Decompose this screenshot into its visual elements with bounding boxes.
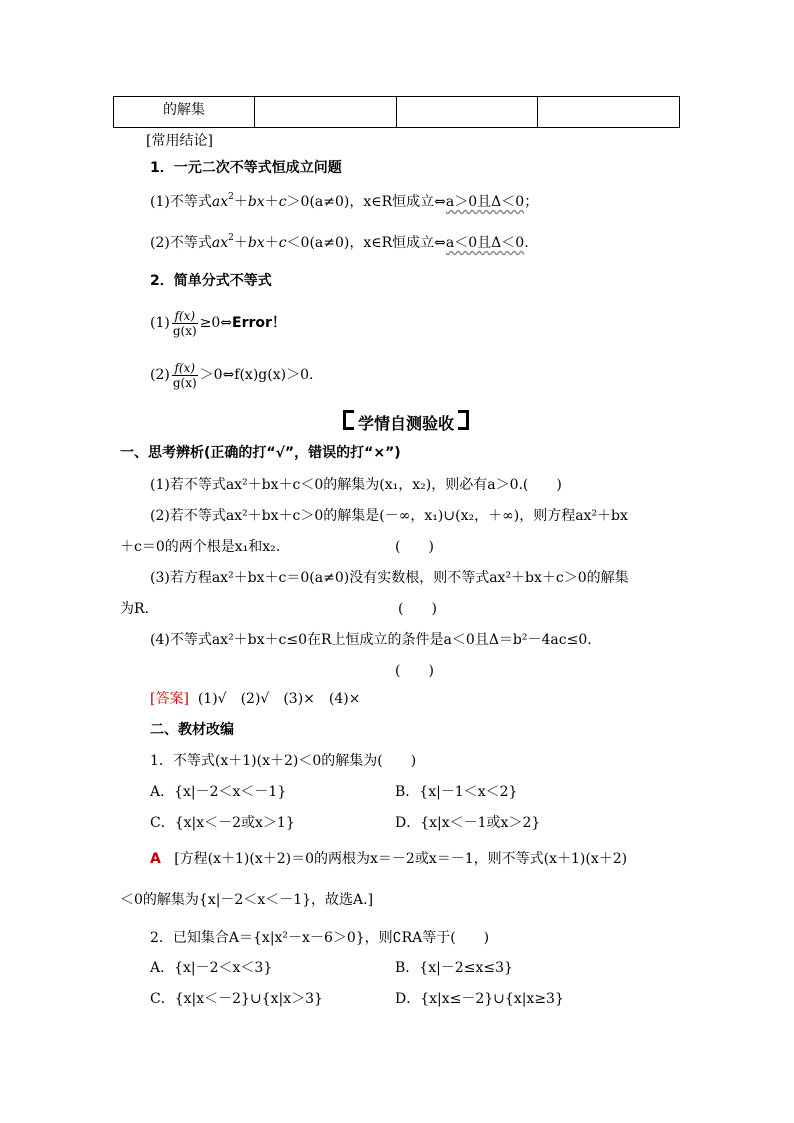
explanation-2: ＜0的解集为{x|－2＜x＜－1}，故选A.]	[120, 892, 374, 908]
answer-letter: A	[150, 851, 161, 867]
solution-set-table	[113, 96, 680, 128]
option-b: B．{x|－1＜x＜2}	[395, 784, 518, 800]
answer-paren: ( )	[395, 663, 434, 679]
right-bracket-icon	[458, 410, 469, 430]
common-conclusions-title: [常用结论]	[146, 133, 213, 149]
answer-paren: ( )	[398, 601, 437, 617]
fraction-inequality-1: (1) $\frac{f(x)}{g(x)}$ ≥0⇔Error！	[150, 308, 286, 338]
section-1-title: 1．一元二次不等式恒成立问题	[150, 160, 342, 176]
question-1-2b: ＋c＝0的两个根是x₁和x₂.	[120, 539, 281, 555]
fraction-inequality-2: (2) $\frac{f(x)}{g(x)}$ ＞0⇔f(x)g(x)＞0.	[150, 360, 314, 390]
option-d: D．{x|x＜－1或x＞2}	[395, 815, 541, 831]
option-c: C．{x|x＜－2}∪{x|x＞3}	[150, 991, 323, 1007]
answer-paren: ( )	[395, 539, 434, 555]
option-c: C．{x|x＜－2或x＞1}	[150, 815, 295, 831]
option-a: A．{x|－2＜x＜3}	[150, 960, 273, 976]
question-1-2a: (2)若不等式ax²＋bx＋c＞0的解集是(－∞，x₁)∪(x₂，＋∞)，则方程ax²＋bx	[150, 508, 628, 524]
question-1-3a: (3)若方程ax²＋bx＋c＝0(a≠0)没有实数根，则不等式ax²＋bx＋c＞0的解集	[150, 570, 629, 586]
fraction: $\frac{f(x)}{g(x)}$	[172, 360, 197, 390]
question-2-2: 2．已知集合A＝{x|x²－x－6＞0}，则∁RA等于( )	[150, 930, 490, 946]
question-2-1: 1．不等式(x＋1)(x＋2)＜0的解集为( )	[150, 753, 417, 769]
explanation-1: A [方程(x＋1)(x＋2)＝0的两根为x＝－2或x＝－1，则不等式(x＋1)(x＋2)	[150, 851, 628, 867]
conclusion-1-1: (1)不等式$ax^2+bx+c>0(a\ne 0)$，x∈R恒成立⇔a＞0且Δ＜0；	[150, 192, 539, 210]
conclusion-1-2: (2)不等式$ax^2+bx+c<0(a\ne 0)$，x∈R恒成立⇔a＜0且Δ＜0.	[150, 233, 529, 251]
question-1-3b: 为R.	[120, 601, 149, 617]
table-cell	[396, 97, 538, 128]
part1-title: 一、思考辨析(正确的打“√”，错误的打“×”)	[120, 445, 401, 461]
option-b: B．{x|－2≤x≤3}	[395, 960, 513, 976]
section-heading: 学情自测验收	[343, 410, 469, 434]
section-2-title: 2．简单分式不等式	[150, 273, 272, 289]
table-cell-label: 的解集	[114, 97, 255, 128]
table-cell	[255, 97, 397, 128]
left-bracket-icon	[343, 410, 354, 430]
option-a: A．{x|－2＜x＜－1}	[150, 784, 287, 800]
question-1-4: (4)不等式ax²＋bx＋c≤0在R上恒成立的条件是a＜0且Δ＝b²－4ac≤0.	[150, 632, 592, 648]
answers-line: [答案] (1)√ (2)√ (3)× (4)×	[150, 691, 361, 707]
option-d: D．{x|x≤－2}∪{x|x≥3}	[395, 991, 564, 1007]
table-cell	[538, 97, 680, 128]
part2-title: 二、教材改编	[150, 722, 234, 738]
question-1-1: (1)若不等式ax²＋bx＋c＜0的解集为(x₁，x₂)，则必有a＞0.( )	[150, 477, 562, 493]
answer-tag: [答案]	[150, 691, 189, 707]
fraction: $\frac{f(x)}{g(x)}$	[172, 308, 197, 338]
